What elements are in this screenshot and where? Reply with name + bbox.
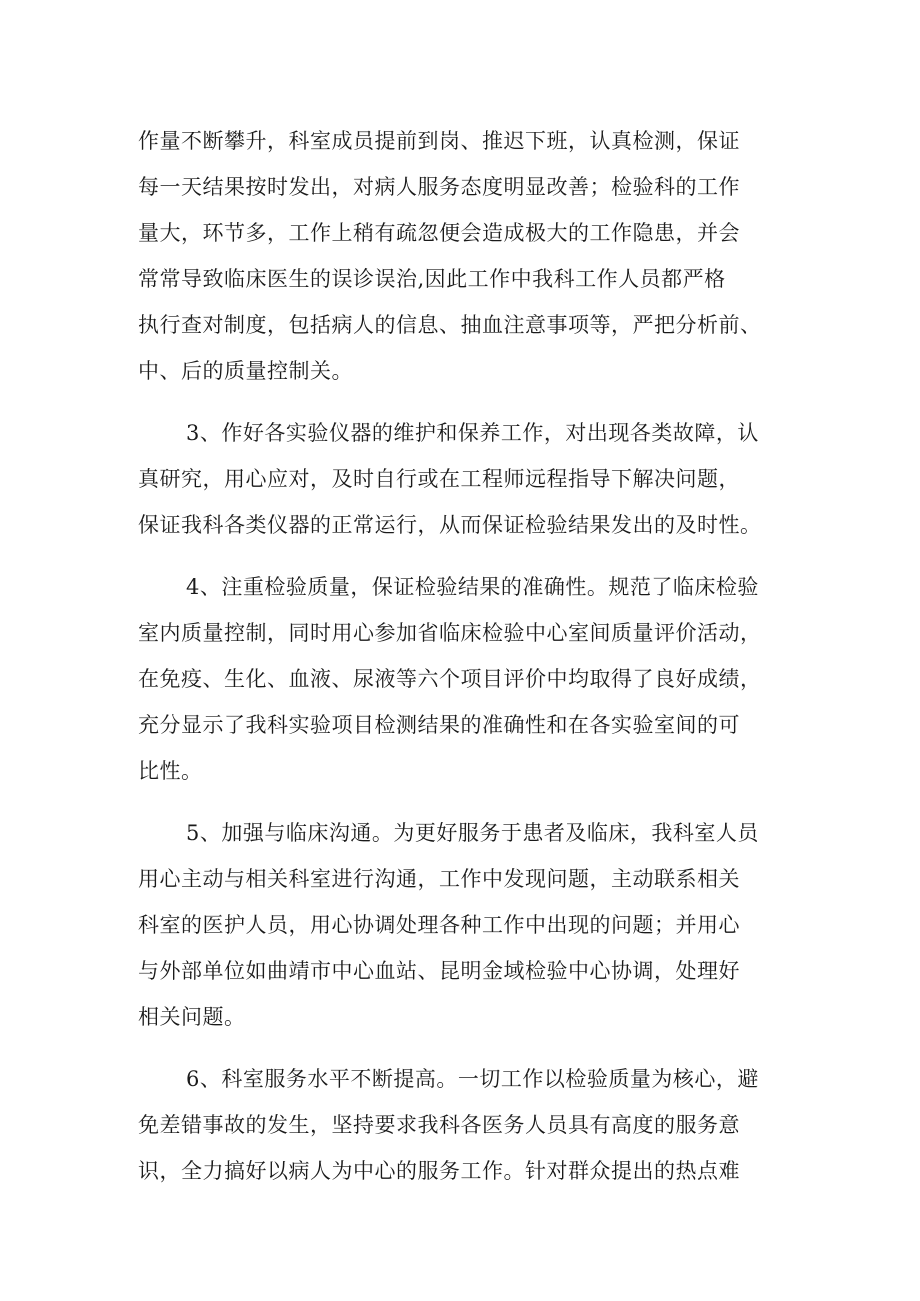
p5-line-2: 用心主动与相关科室进行沟通，工作中发现问题，主动联系相关	[138, 867, 740, 891]
p3-line-2: 真研究，用心应对，及时自行或在工程师远程指导下解决问题，	[138, 467, 740, 491]
p5-line-5: 相关问题。	[138, 1005, 246, 1029]
p6-line-2: 免差错事故的发生，坚持要求我科各医务人员具有高度的服务意	[138, 1113, 740, 1137]
p4-line-5: 比性。	[138, 759, 203, 783]
p4-line-4: 充分显示了我科实验项目检测结果的准确性和在各实验室间的可	[138, 713, 740, 737]
p4-line-2: 室内质量控制，同时用心参加省临床检验中心室间质量评价活动，	[138, 621, 762, 645]
p-continued-line-5: 执行查对制度，包括病人的信息、抽血注意事项等，严把分析前、	[138, 313, 762, 337]
p5-line-4: 与外部单位如曲靖市中心血站、昆明金域检验中心协调，处理好	[138, 959, 740, 983]
p5-line-1: 5、加强与临床沟通。为更好服务于患者及临床，我科室人员	[186, 821, 759, 845]
p-continued-line-6: 中、后的质量控制关。	[138, 359, 353, 383]
p4-line-3: 在免疫、生化、血液、尿液等六个项目评价中均取得了良好成绩，	[138, 667, 762, 691]
p6-line-1: 6、科室服务水平不断提高。一切工作以检验质量为核心，避	[186, 1067, 759, 1091]
p3-line-3: 保证我科各类仪器的正常运行，从而保证检验结果发出的及时性。	[138, 513, 762, 537]
p-continued-line-4: 常常导致临床医生的误诊误治,因此工作中我科工作人员都严格	[138, 267, 726, 291]
p5-line-3: 科室的医护人员，用心协调处理各种工作中出现的问题；并用心	[138, 913, 740, 937]
p-continued-line-3: 量大，环节多，工作上稍有疏忽便会造成极大的工作隐患，并会	[138, 221, 740, 245]
p-continued-line-1: 作量不断攀升，科室成员提前到岗、推迟下班，认真检测，保证	[138, 129, 740, 153]
p-continued-line-2: 每一天结果按时发出，对病人服务态度明显改善；检验科的工作	[138, 175, 740, 199]
p6-line-3: 识，全力搞好以病人为中心的服务工作。针对群众提出的热点难	[138, 1159, 740, 1183]
document-body	[138, 0, 798, 1301]
p3-line-1: 3、作好各实验仪器的维护和保养工作，对出现各类故障，认	[186, 421, 759, 445]
p4-line-1: 4、注重检验质量，保证检验结果的准确性。规范了临床检验	[186, 575, 759, 599]
